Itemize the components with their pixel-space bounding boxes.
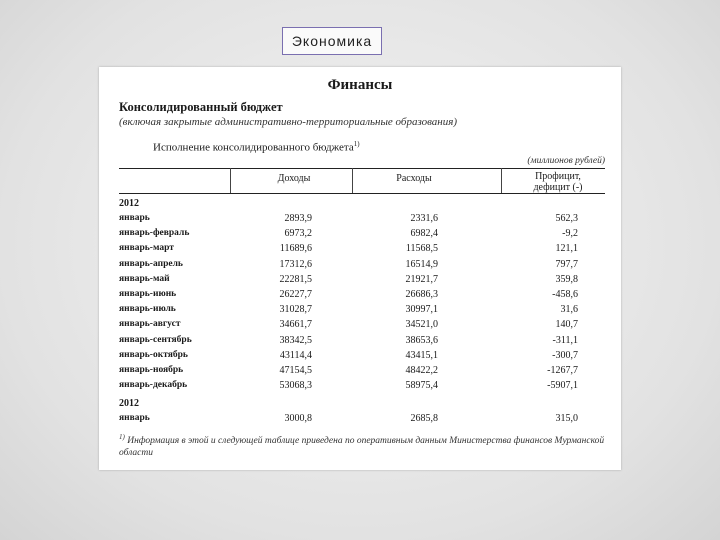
table-row (119, 350, 605, 364)
cell-expense: 2331,6 (410, 213, 438, 224)
cell-expense: 30997,1 (405, 304, 438, 316)
table-row (119, 259, 605, 273)
cell-income: 22281,5 (279, 273, 312, 285)
cell-expense: 2685,8 (410, 413, 438, 425)
cell-balance: 31,6 (560, 304, 578, 316)
cell-income: 53068,3 (279, 380, 312, 392)
cell-balance: 121,1 (555, 243, 578, 255)
row-label: январь-март (119, 243, 174, 254)
slide-title: Экономика (282, 27, 382, 55)
cell-balance: 315,0 (555, 413, 578, 425)
table-row (119, 228, 605, 242)
cell-income: 34661,7 (279, 319, 312, 331)
year-label: 2012 (119, 198, 139, 209)
cell-income: 17312,6 (279, 258, 312, 270)
table-row (119, 319, 605, 333)
column-header-balance-line2: дефицит (-) (533, 182, 583, 193)
cell-expense: 34521,0 (405, 319, 438, 331)
row-label: январь-июль (119, 304, 176, 315)
table-row (119, 365, 605, 379)
row-label: январь-август (119, 319, 181, 330)
row-label: январь-декабрь (119, 380, 188, 391)
table-row (119, 413, 605, 427)
cell-income: 43114,4 (279, 349, 312, 361)
row-label: январь-май (119, 273, 170, 284)
cell-balance: -300,7 (552, 349, 578, 361)
table-row (119, 213, 605, 227)
cell-balance: -311,1 (552, 334, 578, 346)
cell-income: 38342,5 (279, 334, 312, 346)
footnote-text: Информация в этой и следующей таблице приведена по оперативным данным Министерства финансов Мурманской области (119, 436, 605, 459)
cell-expense: 11568,5 (405, 243, 438, 255)
cell-balance: 359,8 (555, 273, 578, 285)
row-label: январь-июнь (119, 289, 177, 299)
cell-income: 26227,7 (279, 289, 312, 300)
cell-income: 11689,6 (279, 243, 312, 255)
cell-balance: 140,7 (555, 319, 578, 331)
footnote (119, 431, 609, 459)
units-note: (миллионов рублей) (527, 156, 605, 166)
cell-expense: 38653,6 (405, 334, 438, 346)
cell-balance: 797,7 (555, 258, 578, 270)
row-label: январь-февраль (119, 228, 190, 239)
column-header-balance-line1: Профицит, (535, 171, 581, 182)
row-label: январь (119, 413, 150, 424)
table-header-rule (119, 193, 605, 194)
cell-expense: 6982,4 (410, 228, 438, 240)
cell-expense: 58975,4 (405, 380, 438, 392)
cell-income: 31028,7 (279, 304, 312, 316)
column-divider (230, 168, 231, 193)
table-row (119, 243, 605, 257)
table-top-rule (119, 168, 605, 169)
row-label: январь (119, 213, 150, 223)
table-row (119, 304, 605, 318)
table-title-text: Исполнение консолидированного бюджета (153, 141, 354, 154)
cell-balance: 562,3 (555, 213, 578, 224)
row-label: январь-сентябрь (119, 334, 192, 345)
row-label: январь-октябрь (119, 349, 188, 360)
document-page (99, 67, 621, 470)
column-header-balance (511, 171, 605, 193)
cell-balance: -1267,7 (547, 365, 578, 376)
column-divider (352, 168, 353, 193)
column-header-expense: Расходы (396, 173, 432, 184)
cell-expense: 43415,1 (405, 349, 438, 361)
cell-balance: -9,2 (562, 228, 578, 240)
section-subtitle: (включая закрытые административно-территориальные образования) (119, 116, 458, 128)
table-row (119, 274, 605, 288)
cell-balance: -5907,1 (547, 380, 578, 392)
cell-income: 6973,2 (284, 228, 312, 240)
cell-income: 47154,5 (279, 365, 312, 376)
cell-balance: -458,6 (552, 289, 578, 300)
cell-expense: 21921,7 (405, 273, 438, 285)
cell-expense: 16514,9 (405, 258, 438, 270)
row-label: январь-ноябрь (119, 365, 184, 375)
column-divider (501, 168, 502, 193)
cell-income: 3000,8 (284, 413, 312, 425)
document-title: Финансы (327, 77, 393, 93)
row-label: январь-апрель (119, 258, 183, 269)
table-title-footnote-mark: 1) (353, 140, 360, 148)
column-header-income: Доходы (277, 173, 311, 184)
table-row (119, 380, 605, 394)
table-row (119, 289, 605, 303)
footnote-mark: 1) (119, 433, 125, 441)
cell-expense: 48422,2 (405, 365, 438, 376)
table-row (119, 335, 605, 349)
cell-income: 2893,9 (284, 213, 312, 224)
table-title (153, 140, 360, 154)
year-label: 2012 (119, 398, 139, 410)
section-title: Консолидированный бюджет (119, 100, 283, 114)
cell-expense: 26686,3 (405, 289, 438, 300)
